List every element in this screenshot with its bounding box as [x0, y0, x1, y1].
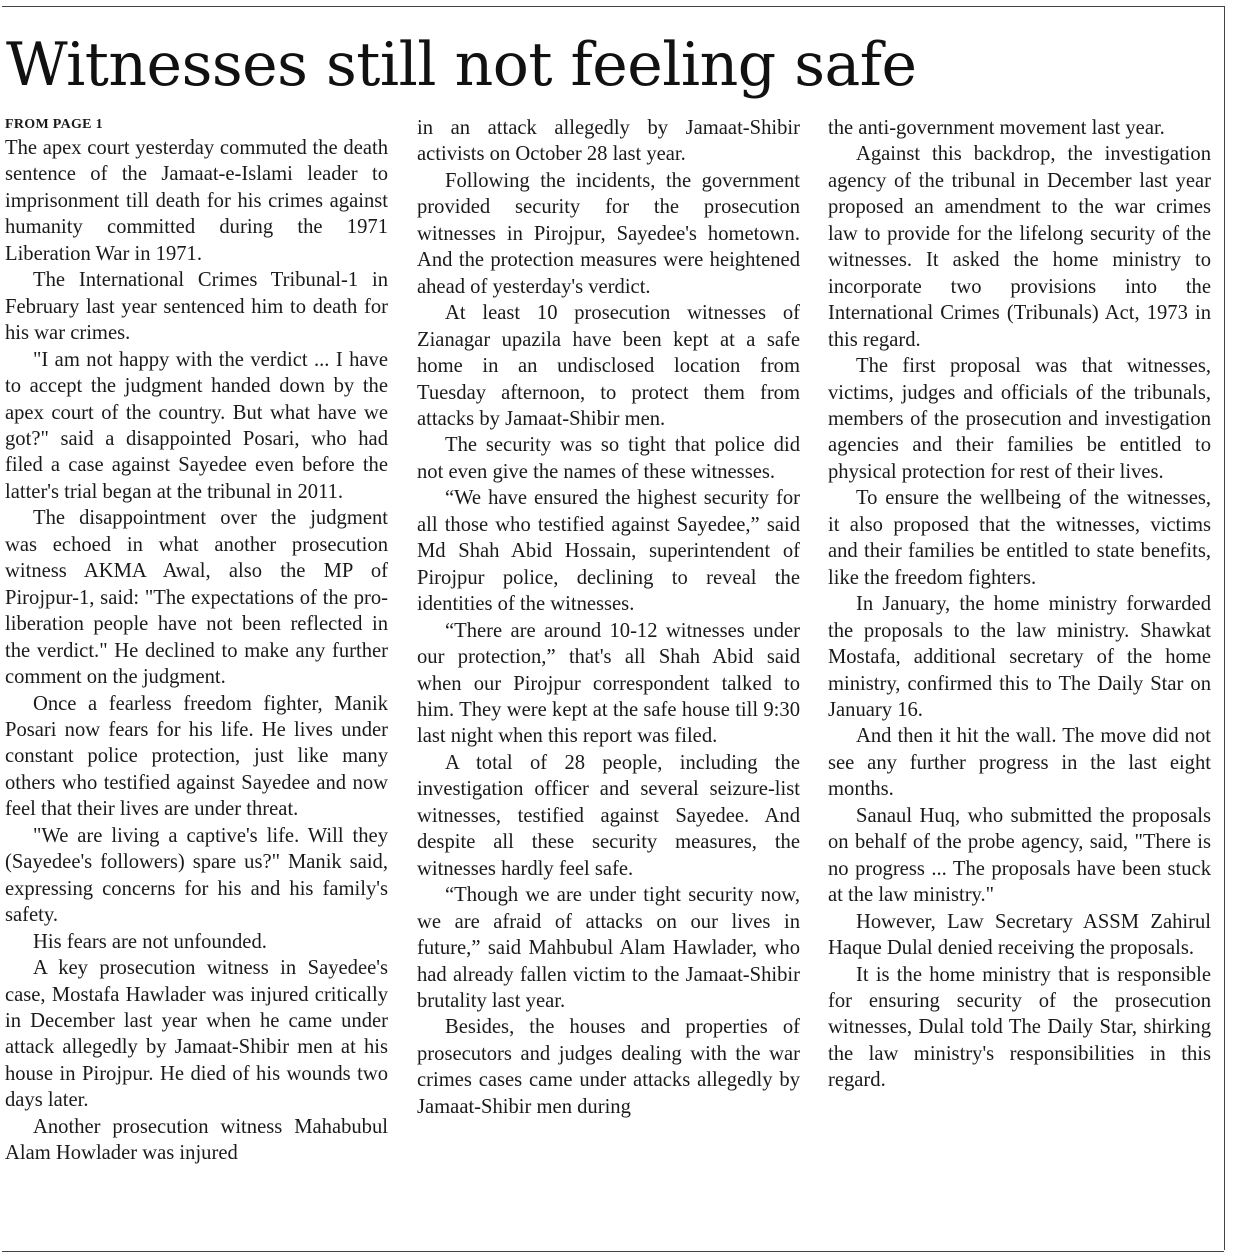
paragraph: A key prosecution witness in Sayedee's case, Mostafa Hawlader was injured critically in December last year when he came under attack allegedly by Jamaat-Shibir men at his house in Pirojpur. He died of his wounds two days later. [5, 957, 388, 1112]
top-rule [2, 6, 1224, 7]
bottom-rule [2, 1251, 1224, 1252]
paragraph: Against this backdrop, the investigation agency of the tribunal in December last year proposed an amendment to the war crimes law to provide for the lifelong security of the witnesses. It asked the home ministry to incorporate two provisions into the International Crimes (Tribunals) Act, 1973 in this regard. [828, 143, 1211, 351]
paragraph: At least 10 prosecution witnesses of Zianagar upazila have been kept at a safe home in an undisclosed location from Tuesday afternoon, to protect them from attacks by Jamaat-Shibir men. [417, 302, 800, 430]
paragraph: “There are around 10-12 witnesses under our protection,” that's all Shah Abid said when our Pirojpur correspondent talked to him. They were kept at the safe house till 9:30 last night when this report was filed. [417, 619, 800, 748]
column-1 [5, 115, 388, 1167]
paragraph: The apex court yesterday commuted the death sentence of the Jamaat-e-Islami leader to imprisonment till death for his crimes against humanity committed during the 1971 Liberation War in 1971. [5, 137, 388, 265]
paragraph: the anti-government movement last year. [828, 117, 1165, 139]
paragraph: Following the incidents, the government provided security for the prosecution witnesses in Pirojpur, Sayedee's hometown. And the protection measures were heightened ahead of yesterday's verdict. [417, 169, 800, 298]
paragraph: "We are living a captive's life. Will they (Sayedee's followers) spare us?" Manik said, expressing concerns for his and his family's safety. [5, 824, 388, 927]
kicker: FROM PAGE 1 [5, 117, 103, 132]
paragraph: “We have ensured the highest security for all those who testified against Sayedee,” said Md Shah Abid Hossain, superintendent of Pirojpur police, declining to reveal the identities of the witnesses. [417, 487, 800, 616]
paragraph: The first proposal was that witnesses, victims, judges and officials of the tribunals, members of the prosecution and investigation agencies and their families be entitled to physical protection for rest of their lives. [828, 355, 1211, 483]
paragraph: "I am not happy with the verdict ... I have to accept the judgment handed down by the apex court of the country. But what have we got?" said a disappointed Posari, who had filed a case against Sayedee even before the latter's trial began at the tribunal in 2011. [5, 348, 388, 503]
paragraph: However, Law Secretary ASSM Zahirul Haque Dulal denied receiving the proposals. [828, 910, 1211, 960]
column-3 [828, 115, 1211, 1094]
paragraph: In January, the home ministry forwarded the proposals to the law ministry. Shawkat Mostafa, additional secretary of the home ministry, confirmed this to The Daily Star on January 16. [828, 593, 1211, 721]
paragraph: And then it hit the wall. The move did not see any further progress in the last eight months. [828, 725, 1211, 801]
paragraph: in an attack allegedly by Jamaat-Shibir activists on October 28 last year. [417, 117, 800, 166]
paragraph: Besides, the houses and properties of prosecutors and judges dealing with the war crimes cases came under attacks allegedly by Jamaat-Shibir men during [417, 1016, 800, 1118]
paragraph: “Though we are under tight security now, we are afraid of attacks on our lives in future,” said Mahbubul Alam Hawlader, who had already fallen victim to the Jamaat-Shibir brutality last year. [417, 884, 800, 1012]
right-rule [1224, 6, 1225, 1250]
paragraph: The International Crimes Tribunal-1 in February last year sentenced him to death for his war crimes. [5, 269, 388, 345]
headline: Witnesses still not feeling safe [6, 30, 917, 100]
paragraph: Another prosecution witness Mahabubul Alam Howlader was injured [5, 1115, 388, 1165]
paragraph: A total of 28 people, including the investigation officer and several seizure-list witnesses, testified against Sayedee. And despite all these security measures, the witnesses hardly feel safe. [417, 751, 800, 880]
paragraph: It is the home ministry that is responsible for ensuring security of the prosecution witnesses, Dulal told The Daily Star, shirking the law ministry's responsibilities in this regard. [828, 963, 1211, 1092]
paragraph: Sanaul Huq, who submitted the proposals on behalf of the probe agency, said, "There is no progress ... The proposals have been stuck at the law ministry." [828, 804, 1211, 907]
paragraph: To ensure the wellbeing of the witnesses, it also proposed that the witnesses, victims and their families be entitled to state benefits, like the freedom fighters. [828, 487, 1211, 589]
paragraph: Once a fearless freedom fighter, Manik Posari now fears for his life. He lives under constant police protection, just like many others who testified against Sayedee and now feel that their lives are under threat. [5, 692, 388, 821]
paragraph: The security was so tight that police did not even give the names of these witnesses. [417, 434, 800, 483]
paragraph: The disappointment over the judgment was echoed in what another prosecution witness AKMA Awal, also the MP of Pirojpur-1, said: "The expectations of the pro-liberation people have not been reflected in the verdict." He declined to make any further comment on the judgment. [5, 507, 388, 689]
column-2 [417, 115, 800, 1120]
paragraph: His fears are not unfounded. [33, 930, 267, 953]
